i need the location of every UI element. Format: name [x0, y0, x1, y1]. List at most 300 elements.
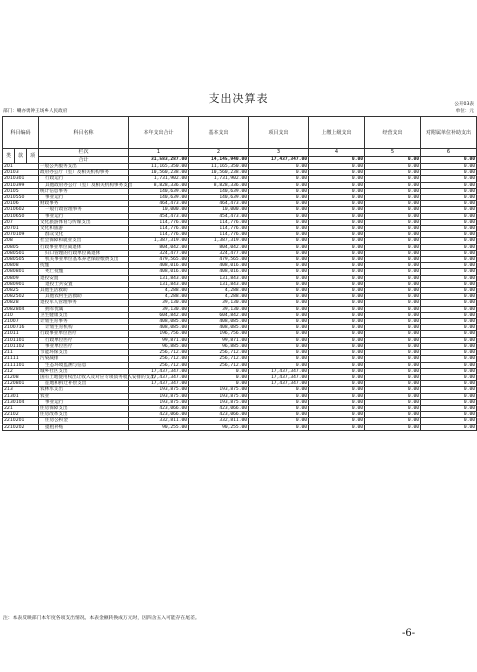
row-total: 196,756.00 [129, 331, 189, 337]
row-subsidy: 0.00 [421, 374, 477, 380]
row-basic: 10,000.00 [189, 207, 249, 213]
header-remit: 上缴上级支出 [309, 117, 365, 149]
row-code: 2010301 [3, 176, 39, 182]
row-business: 0.00 [365, 424, 421, 430]
total-row-project: 17,437,347.00 [249, 156, 309, 164]
row-project: 0.00 [249, 182, 309, 188]
row-subsidy: 0.00 [421, 337, 477, 343]
row-project: 0.00 [249, 337, 309, 343]
row-name: 行政单位医疗 [39, 337, 129, 343]
row-name: 群众文化 [39, 232, 129, 238]
header-project: 项目支出 [249, 117, 309, 149]
row-total: 10,560,238.00 [129, 170, 189, 176]
row-name: 住房公积金 [39, 418, 129, 424]
row-name: 抚恤 [39, 263, 129, 269]
row-basic: 193,875.00 [189, 387, 249, 393]
row-basic: 1,731,902.00 [189, 176, 249, 182]
row-subsidy: 0.00 [421, 263, 477, 269]
row-remit: 0.00 [309, 288, 365, 294]
row-basic: 96,885.00 [189, 343, 249, 349]
row-project: 0.00 [249, 164, 309, 170]
row-name: 行政事业单位离退休 [39, 244, 129, 250]
row-remit: 0.00 [309, 294, 365, 300]
row-basic: 114,776.00 [189, 226, 249, 232]
row-basic: 604,842.00 [189, 312, 249, 318]
row-subsidy: 0.00 [421, 412, 477, 418]
row-remit: 0.00 [309, 182, 365, 188]
row-business: 0.00 [365, 399, 421, 405]
row-basic: 131,843.00 [189, 275, 249, 281]
row-basic: 0.00 [189, 381, 249, 387]
row-subsidy: 0.00 [421, 418, 477, 424]
row-total: 193,875.00 [129, 399, 189, 405]
row-code: 21011 [3, 331, 39, 337]
col-number-1: 1 [129, 149, 189, 157]
row-name: 事业运行 [39, 213, 129, 219]
row-project: 0.00 [249, 188, 309, 194]
row-code: 208 [3, 238, 39, 244]
row-code: 20106 [3, 201, 39, 207]
row-subsidy: 0.00 [421, 213, 477, 219]
row-name: 机关事业单位基本养老保险缴费支出 [39, 257, 129, 263]
row-name: 生态环境监测与信息 [39, 362, 129, 368]
row-name: 城乡社区支出 [39, 368, 129, 374]
row-business: 0.00 [365, 381, 421, 387]
row-business: 0.00 [365, 188, 421, 194]
row-name: 财政事务 [39, 201, 129, 207]
row-total: 10,000.00 [129, 207, 189, 213]
row-basic: 39,130.00 [189, 300, 249, 306]
row-remit: 0.00 [309, 201, 365, 207]
row-total: 140,639.00 [129, 195, 189, 201]
row-remit: 0.00 [309, 325, 365, 331]
row-subsidy: 0.00 [421, 201, 477, 207]
row-total: 11,165,350.00 [129, 164, 189, 170]
row-remit: 0.00 [309, 244, 365, 250]
row-code: 2210201 [3, 418, 39, 424]
row-business: 0.00 [365, 176, 421, 182]
row-basic: 1,387,319.00 [189, 238, 249, 244]
row-code: 210 [3, 312, 39, 318]
row-business: 0.00 [365, 331, 421, 337]
row-total: 1,731,902.00 [129, 176, 189, 182]
row-name: 归口管理的行政单位离退休 [39, 250, 129, 256]
row-project: 0.00 [249, 257, 309, 263]
row-remit: 0.00 [309, 374, 365, 380]
row-total: 39,130.00 [129, 306, 189, 312]
row-code: 2070109 [3, 232, 39, 238]
row-subsidy: 0.00 [421, 257, 477, 263]
row-remit: 0.00 [309, 195, 365, 201]
row-business: 0.00 [365, 412, 421, 418]
row-name: 住房保障支出 [39, 405, 129, 411]
row-total: 604,842.00 [129, 312, 189, 318]
row-total: 131,843.00 [129, 281, 189, 287]
row-total: 39,130.00 [129, 300, 189, 306]
row-remit: 0.00 [309, 176, 365, 182]
row-code: 20808 [3, 263, 39, 269]
row-subsidy: 0.00 [421, 381, 477, 387]
row-remit: 0.00 [309, 226, 365, 232]
row-basic: 114,776.00 [189, 219, 249, 225]
row-code: 2010399 [3, 182, 39, 188]
row-basic: 408,085.00 [189, 319, 249, 325]
header-total: 本年支出合计 [129, 117, 189, 149]
total-row-total: 31,583,287.00 [129, 156, 189, 164]
row-total: 114,776.00 [129, 219, 189, 225]
row-name: 卫生健康支出 [39, 312, 129, 318]
row-basic: 193,875.00 [189, 399, 249, 405]
header-xiang: 项 [27, 149, 39, 164]
table-row [3, 424, 477, 430]
row-subsidy: 0.00 [421, 269, 477, 275]
row-total: 114,776.00 [129, 232, 189, 238]
row-subsidy: 0.00 [421, 350, 477, 356]
row-code: 2010550 [3, 195, 39, 201]
row-code: 2100716 [3, 325, 39, 331]
row-code: 2210202 [3, 424, 39, 430]
row-basic: 423,066.00 [189, 405, 249, 411]
row-subsidy: 0.00 [421, 170, 477, 176]
row-code: 2101102 [3, 343, 39, 349]
row-business: 0.00 [365, 418, 421, 424]
row-subsidy: 0.00 [421, 294, 477, 300]
row-basic: 423,066.00 [189, 412, 249, 418]
row-basic: 8,828,336.00 [189, 182, 249, 188]
row-name: 一般公共服务支出 [39, 164, 129, 170]
row-subsidy: 0.00 [421, 331, 477, 337]
total-row-basic: 14,145,940.00 [189, 156, 249, 164]
row-business: 0.00 [365, 232, 421, 238]
row-basic: 99,871.00 [189, 337, 249, 343]
row-name: 事业运行 [39, 195, 129, 201]
header-subsidy: 对附属单位补助支出 [421, 117, 477, 149]
row-remit: 0.00 [309, 188, 365, 194]
total-row-business: 0.00 [365, 156, 421, 164]
row-total: 1,387,319.00 [129, 238, 189, 244]
row-remit: 0.00 [309, 424, 365, 430]
row-business: 0.00 [365, 325, 421, 331]
header-basic: 基本支出 [189, 117, 249, 149]
row-code: 2010602 [3, 207, 39, 213]
row-code: 21111 [3, 356, 39, 362]
row-business: 0.00 [365, 164, 421, 170]
row-basic: 140,639.00 [189, 195, 249, 201]
row-project: 0.00 [249, 356, 309, 362]
row-total: 804,042.00 [129, 244, 189, 250]
row-subsidy: 0.00 [421, 188, 477, 194]
row-name: 农林水支出 [39, 387, 129, 393]
row-basic: 324,477.00 [189, 250, 249, 256]
row-name: 其他生活救助 [39, 288, 129, 294]
header-name: 科目名称 [39, 117, 129, 149]
row-subsidy: 0.00 [421, 319, 477, 325]
row-basic: 131,843.00 [189, 281, 249, 287]
row-name: 计划生育事务 [39, 319, 129, 325]
row-business: 0.00 [365, 350, 421, 356]
row-remit: 0.00 [309, 368, 365, 374]
row-project: 0.00 [249, 319, 309, 325]
row-name: 一般行政管理事务 [39, 207, 129, 213]
row-business: 0.00 [365, 195, 421, 201]
row-total: 256,712.00 [129, 362, 189, 368]
row-business: 0.00 [365, 288, 421, 294]
row-subsidy: 0.00 [421, 312, 477, 318]
row-total: 332,811.00 [129, 418, 189, 424]
row-code: 20805 [3, 244, 39, 250]
row-code: 211 [3, 350, 39, 356]
row-subsidy: 0.00 [421, 387, 477, 393]
row-project: 0.00 [249, 306, 309, 312]
row-name: 事业运行 [39, 399, 129, 405]
row-subsidy: 0.00 [421, 176, 477, 182]
row-name: 统计信息事务 [39, 188, 129, 194]
row-project: 0.00 [249, 331, 309, 337]
row-code: 2101101 [3, 337, 39, 343]
row-project: 0.00 [249, 238, 309, 244]
row-code: 2111101 [3, 362, 39, 368]
row-project: 17,437,347.00 [249, 374, 309, 380]
row-business: 0.00 [365, 362, 421, 368]
row-business: 0.00 [365, 250, 421, 256]
row-code: 21208 [3, 374, 39, 380]
row-code: 2080901 [3, 281, 39, 287]
row-remit: 0.00 [309, 399, 365, 405]
row-project: 0.00 [249, 312, 309, 318]
row-business: 0.00 [365, 201, 421, 207]
row-business: 0.00 [365, 238, 421, 244]
row-remit: 0.00 [309, 387, 365, 393]
row-total: 193,875.00 [129, 387, 189, 393]
row-basic: 256,712.00 [189, 362, 249, 368]
row-project: 0.00 [249, 393, 309, 399]
row-business: 0.00 [365, 393, 421, 399]
row-business: 0.00 [365, 368, 421, 374]
row-business: 0.00 [365, 182, 421, 188]
row-name: 行政运行 [39, 176, 129, 182]
row-business: 0.00 [365, 312, 421, 318]
row-code: 207 [3, 219, 39, 225]
row-total: 479,565.00 [129, 257, 189, 263]
row-name: 政府办公厅（室）及相关机构事务 [39, 170, 129, 176]
row-business: 0.00 [365, 374, 421, 380]
row-remit: 0.00 [309, 257, 365, 263]
row-subsidy: 0.00 [421, 244, 477, 250]
row-total: 464,473.00 [129, 201, 189, 207]
row-basic: 90,255.00 [189, 424, 249, 430]
row-total: 408,016.00 [129, 269, 189, 275]
row-business: 0.00 [365, 207, 421, 213]
row-basic: 193,875.00 [189, 393, 249, 399]
row-subsidy: 0.00 [421, 232, 477, 238]
department-label: 部门：喇亦勇钟王场乡人民政府 [3, 109, 68, 114]
row-total: 17,437,347.00 [129, 368, 189, 374]
row-name: 农业 [39, 393, 129, 399]
row-subsidy: 0.00 [421, 281, 477, 287]
row-basic: 408,016.00 [189, 263, 249, 269]
row-project: 0.00 [249, 362, 309, 368]
row-name: 退役军人管理事务 [39, 300, 129, 306]
row-remit: 0.00 [309, 269, 365, 275]
row-total: 99,871.00 [129, 337, 189, 343]
row-total: 408,085.00 [129, 325, 189, 331]
row-total: 17,437,347.00 [129, 374, 189, 380]
row-business: 0.00 [365, 226, 421, 232]
row-subsidy: 0.00 [421, 250, 477, 256]
row-basic: 4,288.00 [189, 294, 249, 300]
row-code: 2130104 [3, 399, 39, 405]
row-project: 0.00 [249, 288, 309, 294]
row-subsidy: 0.00 [421, 424, 477, 430]
row-subsidy: 0.00 [421, 343, 477, 349]
row-name: 提租补贴 [39, 424, 129, 430]
row-basic: 196,756.00 [189, 331, 249, 337]
row-name: 死亡抚恤 [39, 269, 129, 275]
page-number: -6- [402, 628, 416, 639]
row-project: 0.00 [249, 219, 309, 225]
row-basic: 4,288.00 [189, 288, 249, 294]
row-total: 408,085.00 [129, 319, 189, 325]
row-project: 0.00 [249, 275, 309, 281]
total-row-label: 合计 [39, 156, 129, 164]
row-remit: 0.00 [309, 238, 365, 244]
table-body [3, 164, 477, 431]
row-total: 454,473.00 [129, 213, 189, 219]
row-basic: 140,639.00 [189, 188, 249, 194]
row-business: 0.00 [365, 294, 421, 300]
row-subsidy: 0.00 [421, 164, 477, 170]
row-project: 0.00 [249, 170, 309, 176]
row-remit: 0.00 [309, 232, 365, 238]
row-total: 408,016.00 [129, 263, 189, 269]
row-code: 20809 [3, 275, 39, 281]
row-business: 0.00 [365, 387, 421, 393]
row-remit: 0.00 [309, 263, 365, 269]
row-project: 0.00 [249, 281, 309, 287]
row-subsidy: 0.00 [421, 300, 477, 306]
row-code: 221 [3, 405, 39, 411]
row-remit: 0.00 [309, 207, 365, 213]
unit-label: 单位：元 [455, 109, 474, 114]
row-project: 0.00 [249, 207, 309, 213]
row-basic: 0.00 [189, 368, 249, 374]
row-remit: 0.00 [309, 306, 365, 312]
row-name: 住房改革支出 [39, 412, 129, 418]
row-subsidy: 0.00 [421, 405, 477, 411]
row-project: 0.00 [249, 269, 309, 275]
row-subsidy: 0.00 [421, 219, 477, 225]
row-remit: 0.00 [309, 331, 365, 337]
row-name: 退役士兵安置 [39, 281, 129, 287]
row-business: 0.00 [365, 219, 421, 225]
col-number-4: 4 [309, 149, 365, 157]
footnote: 注：本表反映部门本年度各项支出情况。本表金额转换成万元时，因四舍五入可能存在尾差。 [3, 616, 200, 621]
row-business: 0.00 [365, 281, 421, 287]
row-project: 0.00 [249, 300, 309, 306]
row-name: 其他农村生活救助 [39, 294, 129, 300]
row-name: 文化和旅游 [39, 226, 129, 232]
row-name: 社会保障和就业支出 [39, 238, 129, 244]
row-project: 17,437,347.00 [249, 368, 309, 374]
row-name: 行政事业单位医疗 [39, 331, 129, 337]
row-business: 0.00 [365, 269, 421, 275]
row-business: 0.00 [365, 300, 421, 306]
row-basic: 256,712.00 [189, 356, 249, 362]
row-remit: 0.00 [309, 362, 365, 368]
row-remit: 0.00 [309, 300, 365, 306]
row-remit: 0.00 [309, 281, 365, 287]
row-project: 0.00 [249, 424, 309, 430]
row-code: 2080801 [3, 269, 39, 275]
row-subsidy: 0.00 [421, 362, 477, 368]
row-remit: 0.00 [309, 343, 365, 349]
row-basic: 332,811.00 [189, 418, 249, 424]
row-project: 0.00 [249, 176, 309, 182]
row-business: 0.00 [365, 275, 421, 281]
row-code: 20105 [3, 188, 39, 194]
row-code: 213 [3, 387, 39, 393]
row-total: 4,288.00 [129, 294, 189, 300]
row-code: 2082804 [3, 306, 39, 312]
row-subsidy: 0.00 [421, 306, 477, 312]
row-remit: 0.00 [309, 356, 365, 362]
row-project: 0.00 [249, 405, 309, 411]
row-code: 2080505 [3, 257, 39, 263]
row-basic: 11,165,350.00 [189, 164, 249, 170]
row-code: 20103 [3, 170, 39, 176]
row-remit: 0.00 [309, 350, 365, 356]
row-code: 2082502 [3, 294, 39, 300]
row-code: 20825 [3, 288, 39, 294]
row-code: 22102 [3, 412, 39, 418]
row-total: 256,712.00 [129, 350, 189, 356]
row-subsidy: 0.00 [421, 356, 477, 362]
row-total: 17,437,347.00 [129, 381, 189, 387]
row-basic: 804,042.00 [189, 244, 249, 250]
col-number-5: 5 [365, 149, 421, 157]
row-remit: 0.00 [309, 213, 365, 219]
col-number-2: 2 [189, 149, 249, 157]
row-subsidy: 0.00 [421, 368, 477, 374]
row-project: 0.00 [249, 226, 309, 232]
row-code: 20701 [3, 226, 39, 232]
row-total: 8,828,336.00 [129, 182, 189, 188]
row-basic: 10,560,238.00 [189, 170, 249, 176]
row-remit: 0.00 [309, 337, 365, 343]
row-basic: 408,016.00 [189, 269, 249, 275]
row-subsidy: 0.00 [421, 238, 477, 244]
row-name: 国有土地使用权出让收入及对应专项债务收入安排的支出 [40, 374, 155, 380]
row-project: 0.00 [249, 195, 309, 201]
row-basic: 408,085.00 [189, 325, 249, 331]
row-basic: 464,473.00 [189, 201, 249, 207]
row-total: 140,639.00 [129, 188, 189, 194]
row-basic: 114,776.00 [189, 232, 249, 238]
header-lei: 类 [3, 149, 15, 164]
row-basic: 454,473.00 [189, 213, 249, 219]
row-name: 节能环保支出 [39, 350, 129, 356]
row-code: 21301 [3, 393, 39, 399]
row-business: 0.00 [365, 263, 421, 269]
row-subsidy: 0.00 [421, 275, 477, 281]
row-project: 0.00 [249, 232, 309, 238]
row-project: 0.00 [249, 387, 309, 393]
row-subsidy: 0.00 [421, 325, 477, 331]
row-project: 17,437,347.00 [249, 381, 309, 387]
header-business: 经营支出 [365, 117, 421, 149]
row-project: 0.00 [249, 399, 309, 405]
row-project: 0.00 [249, 343, 309, 349]
